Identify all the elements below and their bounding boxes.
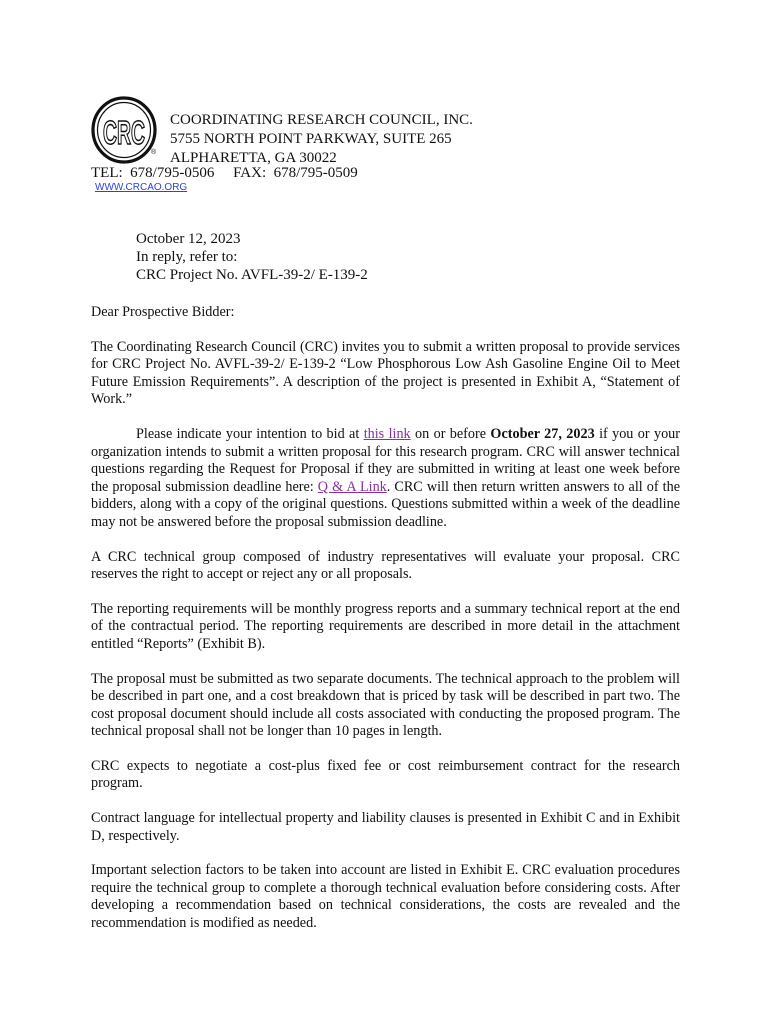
registered-mark: ® [151,149,157,156]
website-link[interactable]: WWW.CRCAO.ORG [95,182,188,193]
paragraph-reporting: The reporting requirements will be monthly progress reports and a summary technical report at the end of the contractual period. The reporting requirements are described in more detail in the attachment entitled “Reports” (Exhibit B). [91,600,680,652]
logo-text: CRC [103,114,145,151]
bid-intent-link[interactable]: this link [363,425,411,442]
letterhead-address [170,111,473,168]
text-segment: . CRC will then return written answers to all of the bidders, along with a copy of the original questions. Questions submitted within a week of the deadline may not be answered before the proposal submission deadline. [91,478,680,530]
paragraph-proposal-format: The proposal must be submitted as two separate documents. The technical approach to the problem will be described in part one, and a cost breakdown that is priced by task will be described in part two. The cost proposal document should include all costs associated with conducting the proposed program. The technical proposal shall not be longer than 10 pages in length. [91,670,680,740]
org-name: COORDINATING RESEARCH COUNCIL, INC. [170,112,473,128]
crc-logo [91,96,157,164]
letter-date: October 12, 2023 [136,231,241,247]
text-segment: if you or your organization intends to submit a written proposal for this research program. CRC will answer technical questions regarding the Request for Proposal if they are submitted in writing at least one week before the proposal submission deadline here: [91,425,680,495]
paragraph-intent-to-bid [91,426,680,532]
paragraph-evaluation: A CRC technical group composed of industry representatives will evaluate your proposal. CRC reserves the right to accept or reject any or all proposals. [91,548,680,583]
contact-line: TEL: 678/795-0506 FAX: 678/795-0509 [91,165,358,181]
text-segment: Please indicate your intention to bid at [136,425,364,442]
paragraph-contract-type: CRC expects to negotiate a cost-plus fixed fee or cost reimbursement contract for the research program. [91,757,680,792]
reply-reference: In reply, refer to: [136,249,238,265]
project-number: CRC Project No. AVFL-39-2/ E-139-2 [136,267,368,283]
paragraph-invitation: The Coordinating Research Council (CRC) invites you to submit a written proposal to provide services for CRC Project No. AVFL-39-2/ E-139-2 “Low Phosphorous Low Ash Gasoline Engine Oil to Meet Future Emission Requirements”. A description of the project is presented in Exhibit A, “Statement of Work.” [91,338,680,408]
street-address: 5755 NORTH POINT PARKWAY, SUITE 265 [170,131,452,147]
paragraph-contract-language: Contract language for intellectual property and liability clauses is presented in Exhibit C and in Exhibit D, respectively. [91,810,680,844]
salutation: Dear Prospective Bidder: [91,304,235,320]
qa-link[interactable]: Q & A Link [317,478,387,495]
bid-deadline: October 27, 2023 [490,425,595,442]
text-segment: on or before [410,425,491,442]
city-address: ALPHARETTA, GA 30022 [170,150,337,166]
paragraph-selection-factors: Important selection factors to be taken into account are listed in Exhibit E. CRC evaluation procedures require the technical group to complete a thorough technical evaluation before considering costs. After developing a recommendation based on technical considerations, the costs are revealed and the recommendation is modified as needed. [91,862,680,932]
letter-body [91,304,680,950]
date-block [136,230,368,284]
